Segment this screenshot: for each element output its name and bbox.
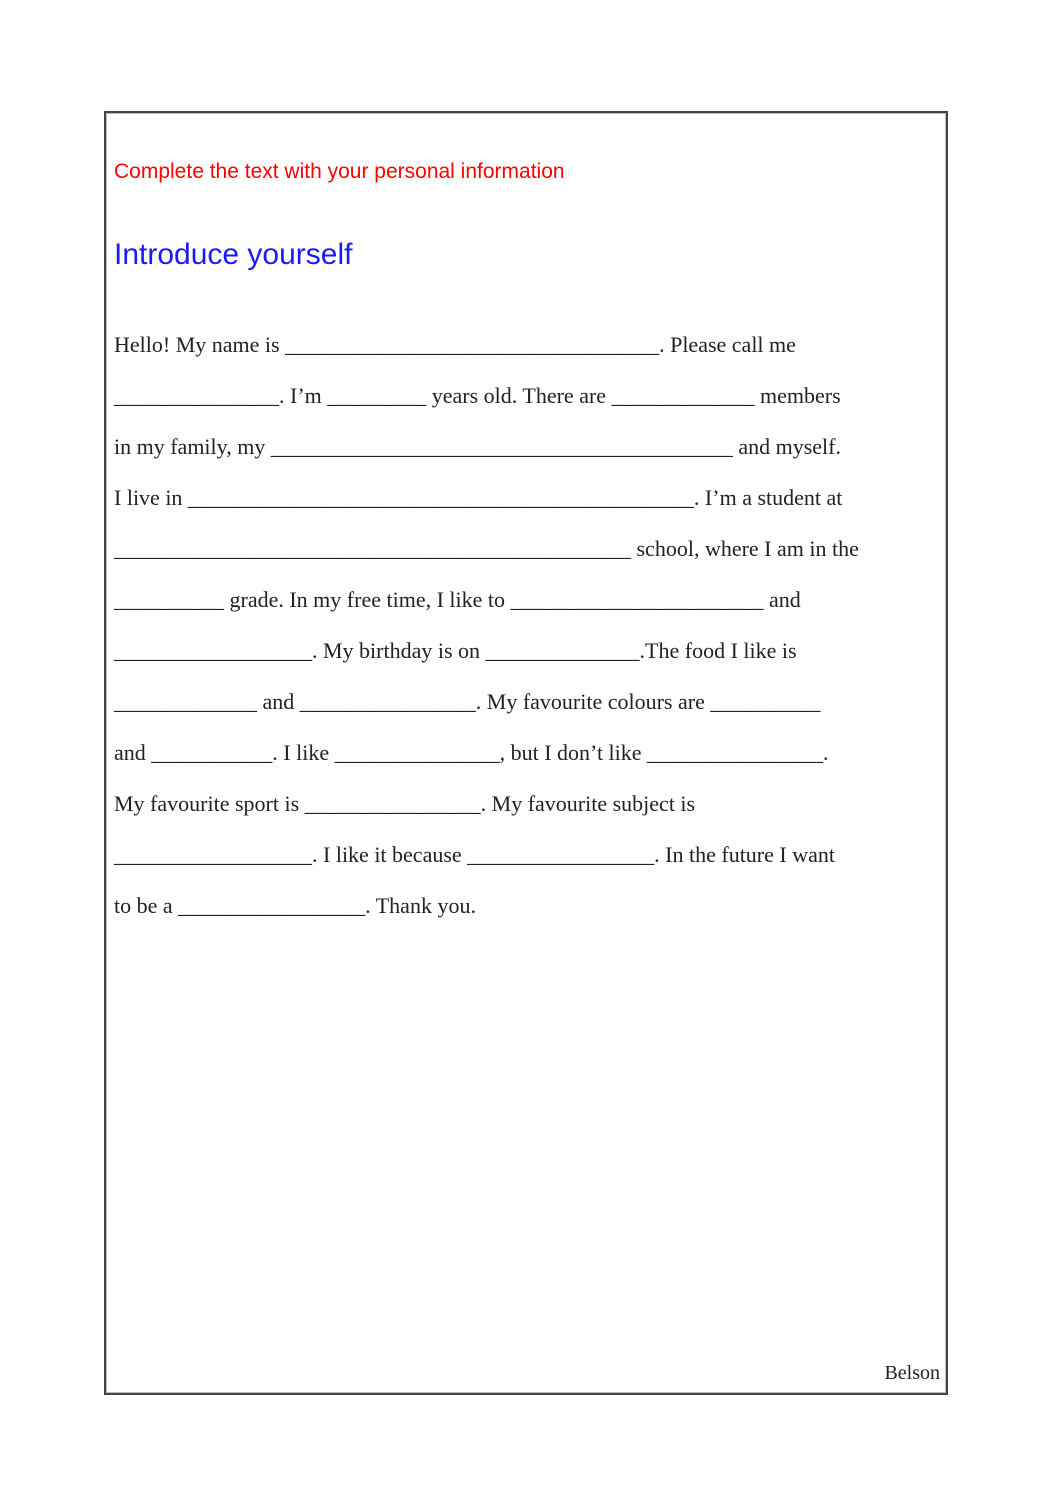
text-line-6: __________ grade. In my free time, I like to _______________________ and	[114, 587, 801, 612]
text-line-9: and ___________. I like _______________, but I don’t like ________________.	[114, 740, 829, 765]
text-line-10: My favourite sport is ________________. My favourite subject is	[114, 791, 696, 816]
text-line-7: __________________. My birthday is on ______________.The food I like is	[114, 638, 797, 663]
text-line-2: _______________. I’m _________ years old. There are _____________ members	[114, 383, 841, 408]
text-line-12: to be a _________________. Thank you.	[114, 893, 476, 918]
text-line-1: Hello! My name is __________________________________. Please call me	[114, 332, 796, 357]
text-line-4: I live in ______________________________________________. I’m a student at	[114, 485, 843, 510]
text-line-11: __________________. I like it because _________________. In the future I want	[114, 842, 835, 867]
instruction-text: Complete the text with your personal information	[114, 160, 565, 183]
text-line-3: in my family, my __________________________________________ and myself.	[114, 434, 841, 459]
text-line-8: _____________ and ________________. My favourite colours are __________	[114, 689, 821, 714]
signature: Belson	[884, 1362, 940, 1384]
text-line-5: _______________________________________________ school, where I am in the	[114, 536, 859, 561]
worksheet-title: Introduce yourself	[114, 238, 353, 271]
